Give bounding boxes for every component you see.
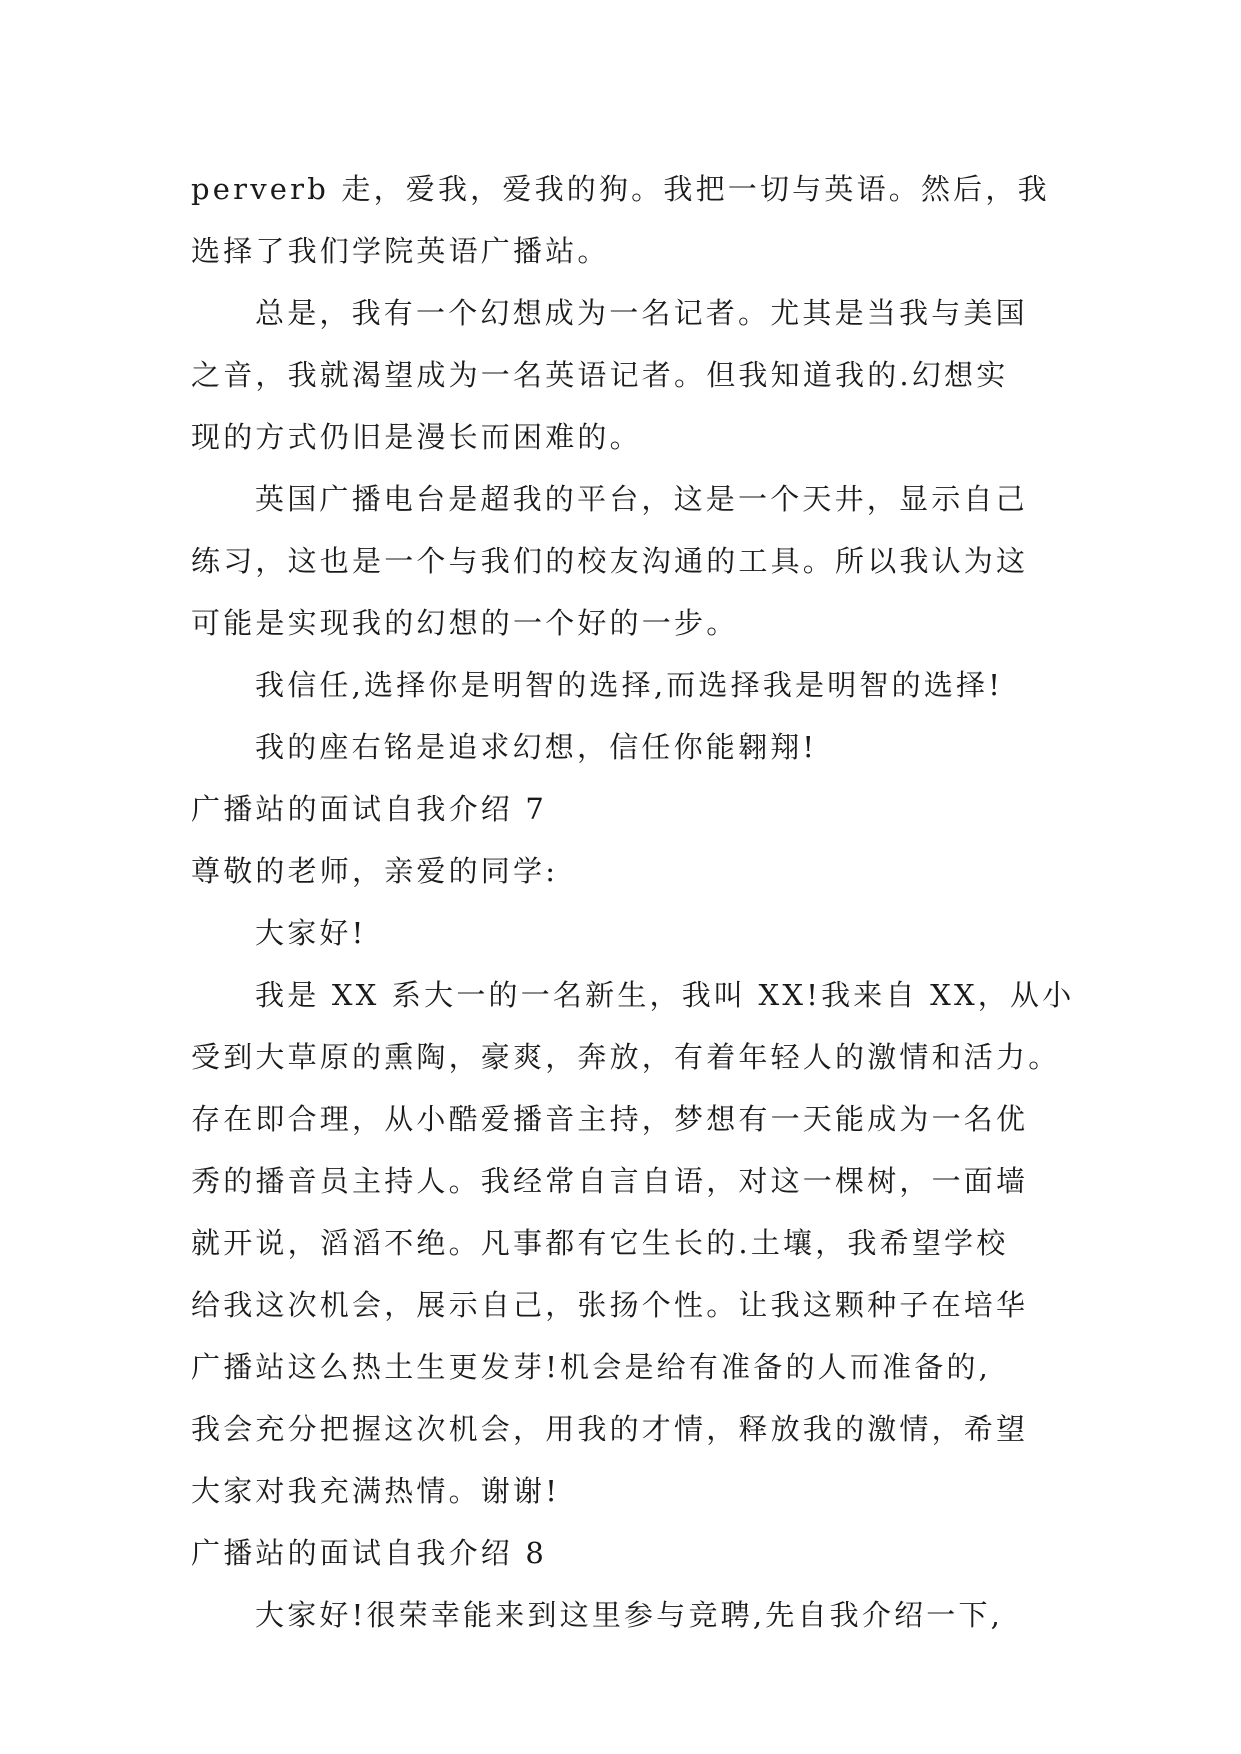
text-line: 我信任,选择你是明智的选择,而选择我是明智的选择! [255,668,1004,702]
text-line: perverb 走，爱我，爱我的狗。我把一切与英语。然后，我 [191,172,1050,206]
section-heading: 广播站的面试自我介绍 8 [191,1536,548,1570]
section-heading: 广播站的面试自我介绍 7 [191,792,548,826]
text-line: 就开说，滔滔不绝。凡事都有它生长的.土壤，我希望学校 [191,1226,1009,1260]
text-line: 可能是实现我的幻想的一个好的一步。 [191,606,739,640]
salutation: 尊敬的老师，亲爱的同学: [191,854,559,888]
text-line: 我的座右铭是追求幻想，信任你能翱翔! [255,730,818,764]
text-line: 总是，我有一个幻想成为一名记者。尤其是当我与美国 [255,296,1028,330]
text-line: 之音，我就渴望成为一名英语记者。但我知道我的.幻想实 [191,358,1009,392]
text-line: 秀的播音员主持人。我经常自言自语，对这一棵树，一面墙 [191,1164,1029,1198]
text-line: 我是 XX 系大一的一名新生，我叫 XX!我来自 XX，从小 [255,978,1075,1012]
text-line: 受到大草原的熏陶，豪爽，奔放，有着年轻人的激情和活力。 [191,1040,1061,1074]
document-body [191,158,1075,1646]
text-line: 存在即合理，从小酷爱播音主持，梦想有一天能成为一名优 [191,1102,1029,1136]
text-line: 大家对我充满热情。谢谢! [191,1474,561,1508]
text-line: 英国广播电台是超我的平台，这是一个天井，显示自己 [255,482,1028,516]
text-line: 大家好!很荣幸能来到这里参与竞聘,先自我介绍一下, [255,1598,1004,1632]
text-line: 给我这次机会，展示自己，张扬个性。让我这颗种子在培华 [191,1288,1029,1322]
text-line: 选择了我们学院英语广播站。 [191,234,610,268]
text-line: 我会充分把握这次机会，用我的才情，释放我的激情，希望 [191,1412,1029,1446]
text-line: 练习，这也是一个与我们的校友沟通的工具。所以我认为这 [191,544,1029,578]
text-line: 广播站这么热土生更发芽!机会是给有准备的人而准备的, [191,1350,992,1384]
text-line: 现的方式仍旧是漫长而困难的。 [191,420,642,454]
greeting: 大家好! [255,916,367,950]
